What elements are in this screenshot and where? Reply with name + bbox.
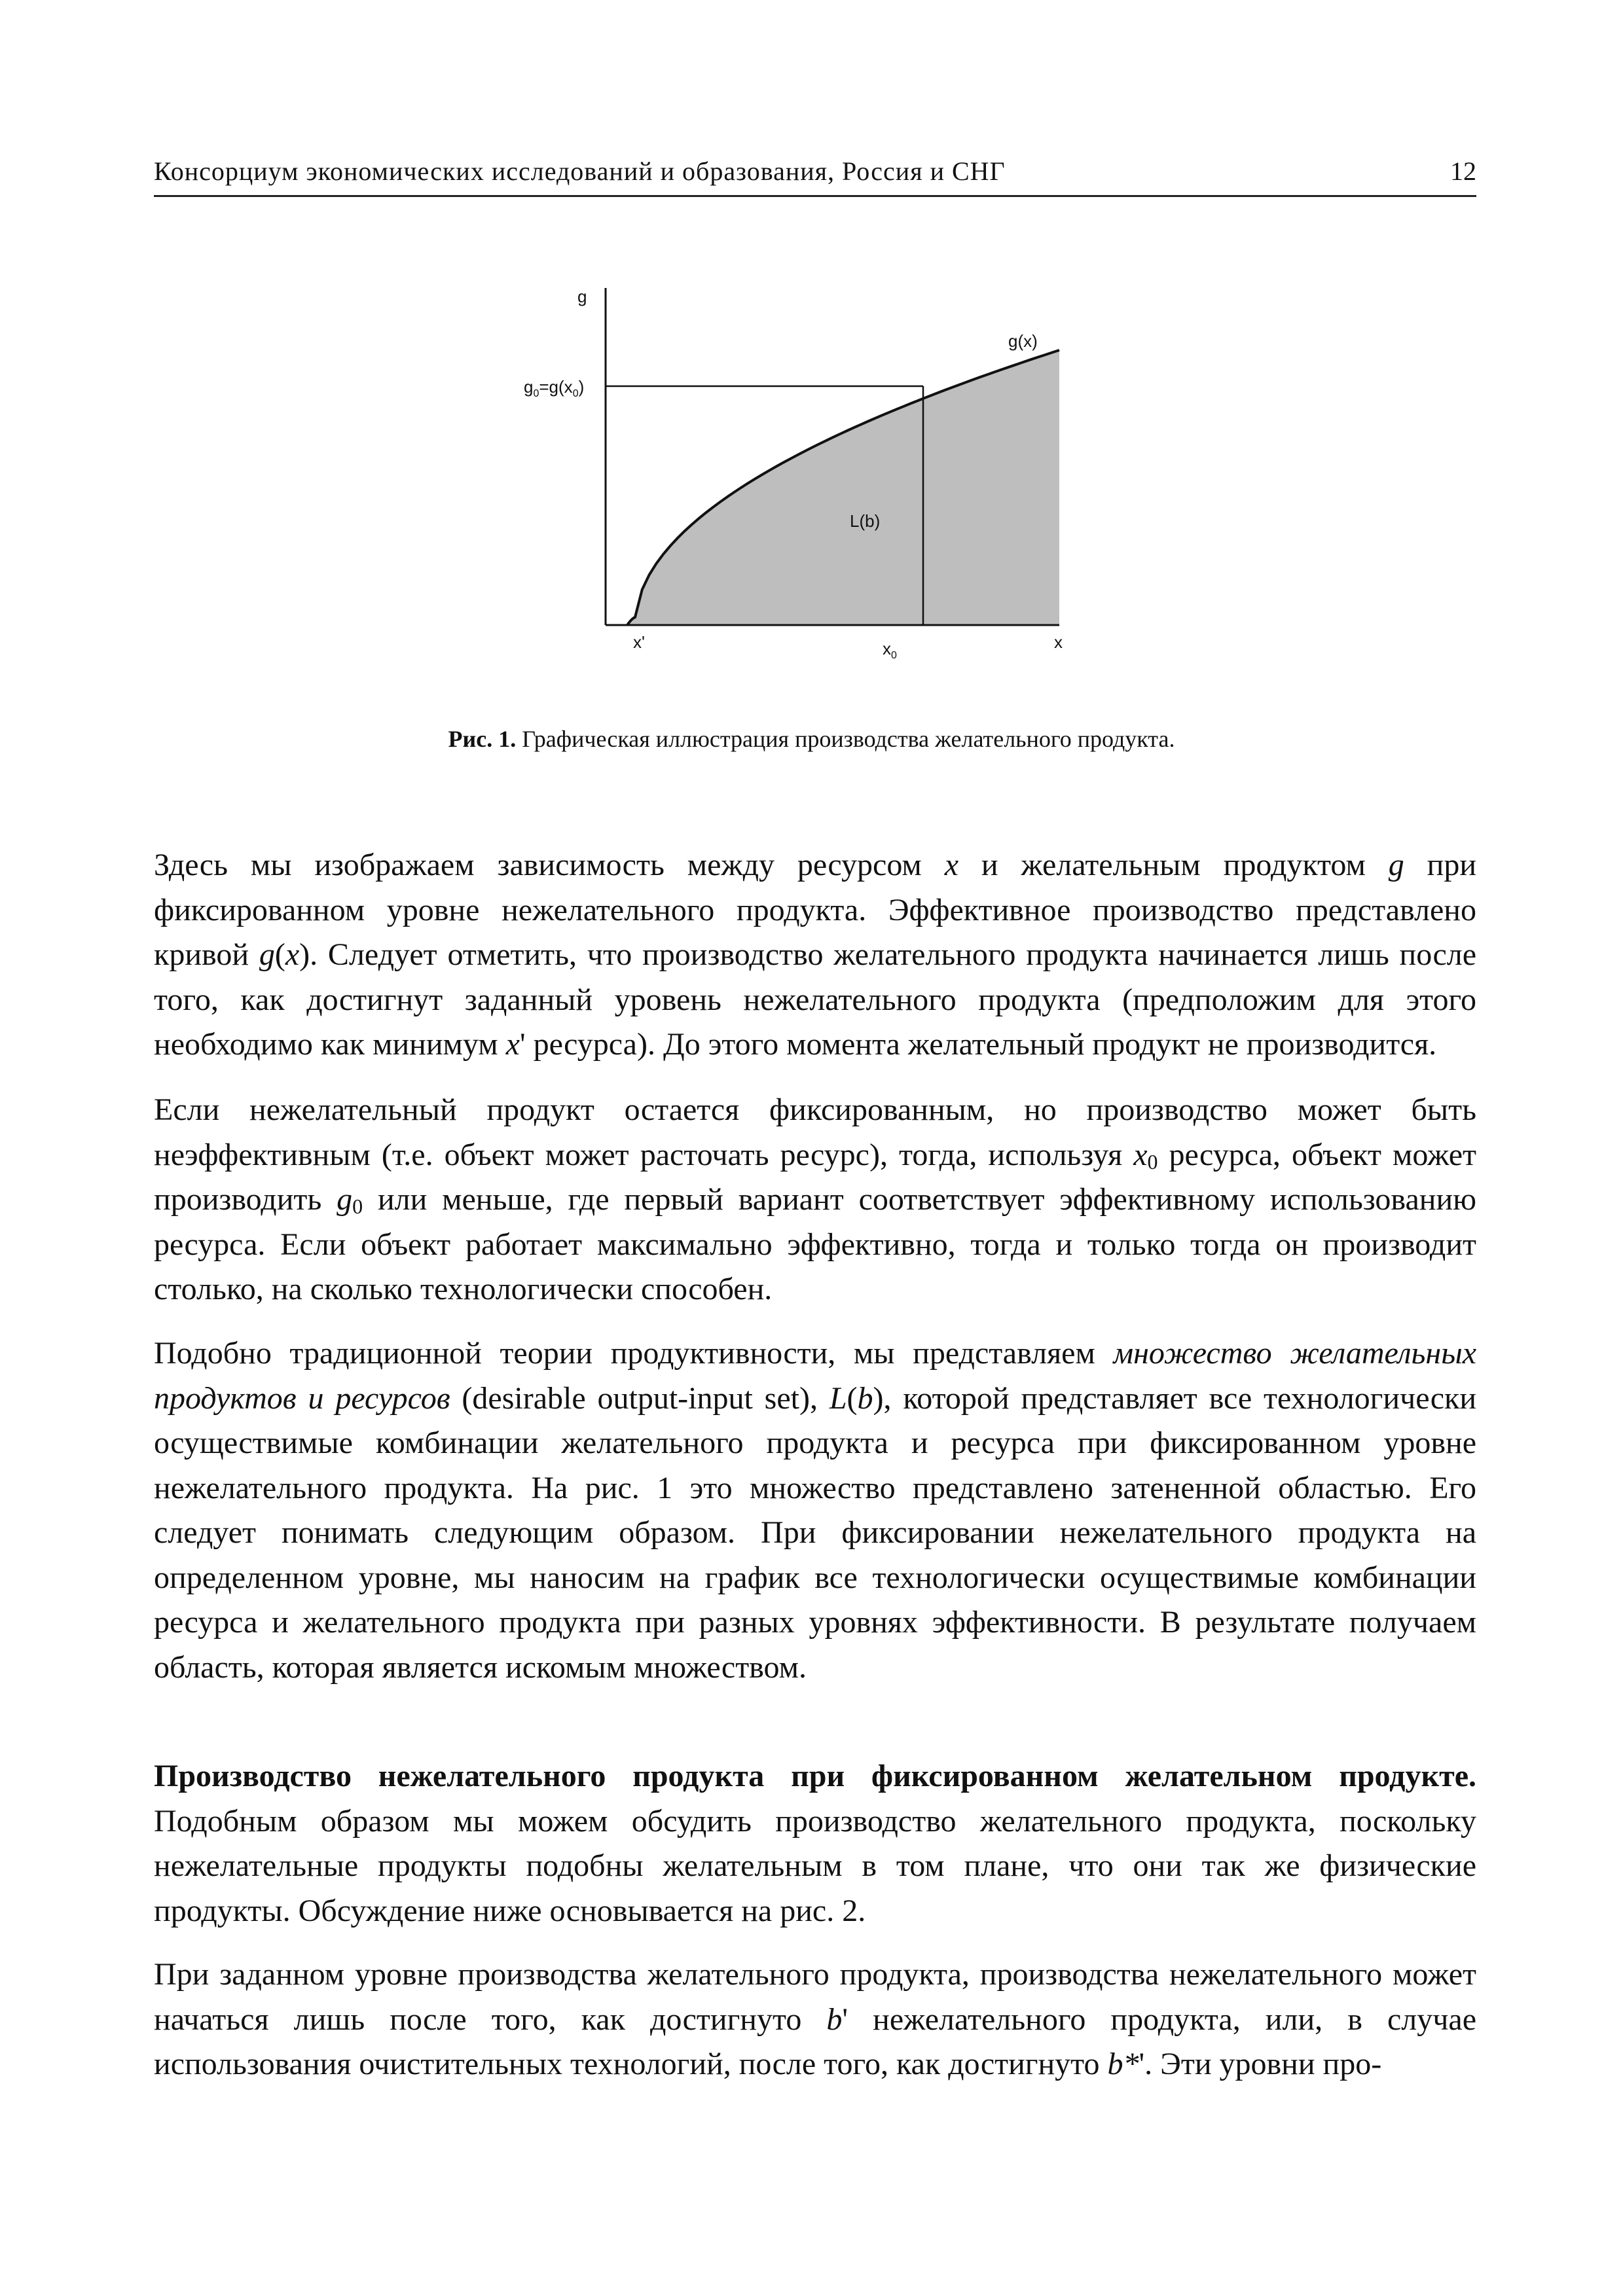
x-prime-label: x' bbox=[633, 632, 645, 652]
paragraph-3: Подобно традиционной теории продуктивности, мы представляем множество желательных продуктов и ресурсов (desirable output-input set), L(b), которой представляет все технологически осуществимые комбинации желательного продукта и ресурса при фиксированном уровне нежелательного продукта. На рис. 1 это множество представлено затененной областью. Его следует понимать следующим образом. При фиксировании нежелательного продукта на определенном уровне, мы наносим на график все технологически осуществимые комбинации ресурса и желательного продукта при разных уровнях эффективности. В результате получаем область, которая является искомым множеством. bbox=[154, 1336, 1477, 1685]
figure-caption bbox=[0, 725, 1623, 753]
shaded-region-l-b bbox=[627, 350, 1059, 625]
caption-label: Рис. 1. bbox=[448, 726, 517, 752]
x0-label: $x_0$ bbox=[883, 639, 897, 661]
curve-label: g(x) bbox=[1008, 331, 1038, 351]
caption-text: Графическая иллюстрация производства желательного продукта. bbox=[516, 726, 1175, 752]
y-axis-label: g bbox=[577, 287, 587, 306]
header-title: Консорциум экономических исследований и образования, Россия и СНГ bbox=[154, 156, 1006, 186]
g0-label: $g_0=g(x_0)$ bbox=[524, 377, 585, 399]
paragraph-4: Производство нежелательного продукта при фиксированном желательном продукте. Подобным образом мы можем обсудить производство желательного продукта, поскольку нежелательные продукты подобны желательным в том плане, что они так же физические продукты. Обсуждение ниже основывается на рис. 2. bbox=[154, 1759, 1476, 1928]
section-heading: Производство нежелательного продукта при фиксированном желательном продукте. bbox=[154, 1759, 1476, 1793]
paragraph-1: Здесь мы изображаем зависимость между ресурсом x и желательным продуктом g при фиксированном уровне нежелательного продукта. Эффективное производство представлено кривой g(x). Следует отметить, что производство желательного продукта начинается лишь после того, как достигнут заданный уровень нежелательного продукта (предположим для этого необходимо как минимум x' ресурса). До этого момента желательный продукт не производится. bbox=[154, 848, 1477, 1062]
paragraph-5: При заданном уровне производства желательного продукта, производства нежелательного может начаться лишь после того, как достигнуто b' нежелательного продукта, или, в случае использования очистительных технологий, после того, как достигнуто b*'. Эти уровни про- bbox=[154, 1957, 1476, 2081]
figure-1-chart bbox=[0, 0, 1623, 694]
page-number: 12 bbox=[1450, 156, 1476, 186]
paragraph-2: Если нежелательный продукт остается фиксированным, но производство может быть неэффективным (т.е. объект может расточать ресурс), тогда, используя $x_0$ ресурса, объект может производить $g_0$ или меньше, где первый вариант соответствует эффективному использованию ресурса. Если объект работает максимально эффективно, тогда и только тогда он производит столько, на сколько технологически способен. bbox=[154, 1092, 1476, 1306]
region-label: L(b) bbox=[850, 511, 881, 531]
x-axis-label: x bbox=[1054, 632, 1063, 652]
